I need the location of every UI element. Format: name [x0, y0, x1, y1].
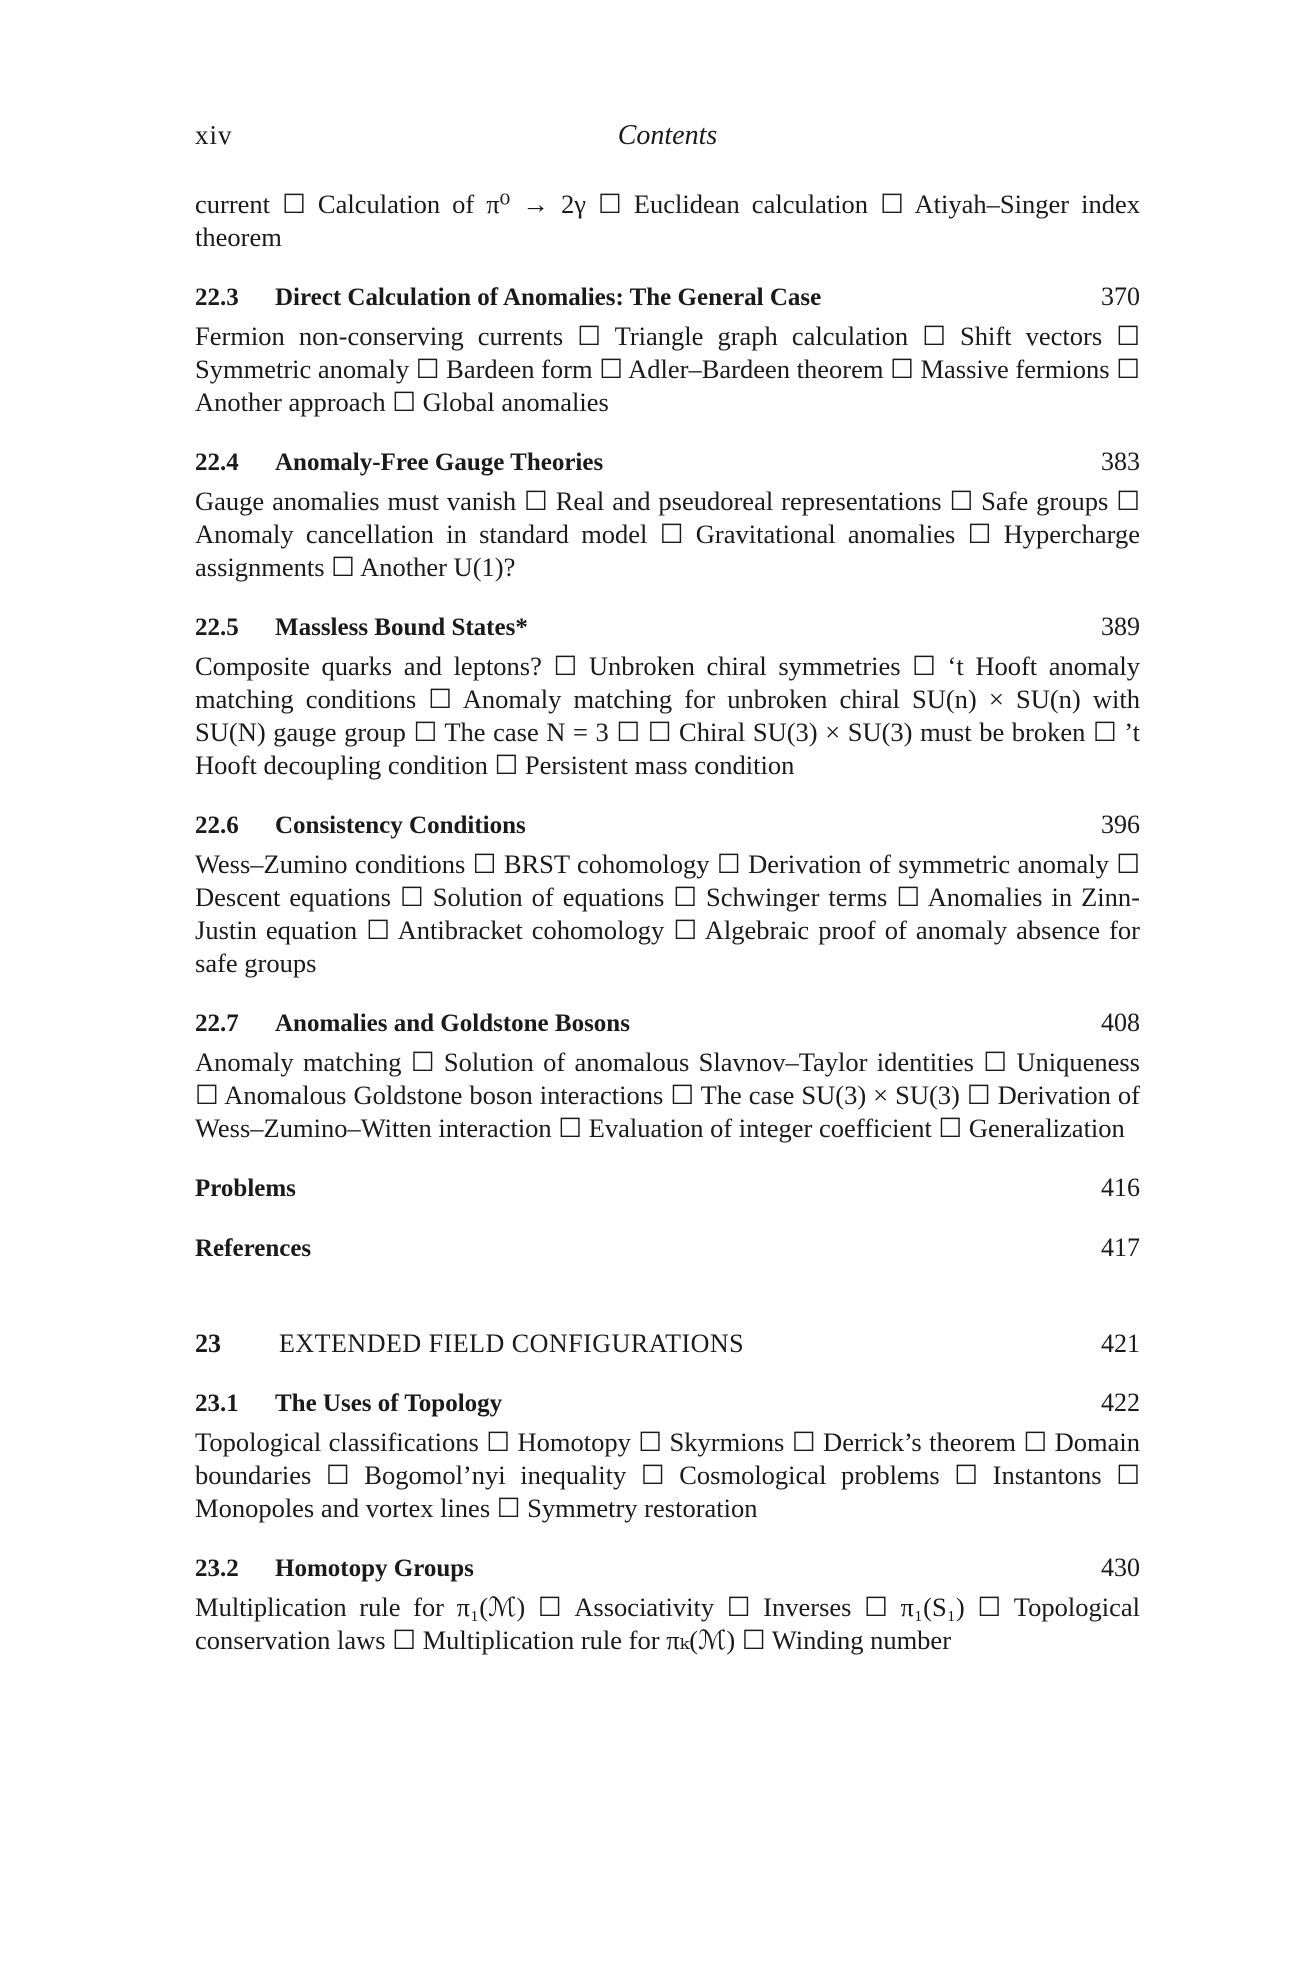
section-text-22-6: Wess–Zumino conditions ☐ BRST cohomology ☐ Derivation of symmetric anomaly ☐ Descent equations ☐ Solution of equations ☐ Schwinger terms ☐ Anomalies in Zinn-Justin equation ☐ Antibracket cohomology ☐ Algebraic proof of anomaly absence for safe groups	[195, 849, 1140, 978]
section-heading-22-4[interactable]	[195, 445, 1140, 479]
section-heading-22-5[interactable]	[195, 610, 1140, 644]
section-page: 422	[1101, 1388, 1140, 1417]
section-page: 430	[1101, 1553, 1140, 1582]
section-page: 389	[1101, 612, 1140, 641]
section-heading-22-7[interactable]	[195, 1006, 1140, 1040]
section-page: 383	[1101, 447, 1140, 476]
chapter-number: 23	[195, 1329, 221, 1358]
section-text-23-2: Multiplication rule for π₁(ℳ) ☐ Associativity ☐ Inverses ☐ π₁(S₁) ☐ Topological conservation laws ☐ Multiplication rule for πₖ(ℳ) ☐ Winding number	[195, 1592, 1140, 1655]
chapter-page: 421	[1101, 1329, 1140, 1358]
references-page: 417	[1101, 1233, 1140, 1262]
section-title: Anomaly-Free Gauge Theories	[275, 449, 604, 476]
section-number: 22.5	[195, 614, 239, 641]
section-text-22-4: Gauge anomalies must vanish ☐ Real and pseudoreal representations ☐ Safe groups ☐ Anomaly cancellation in standard model ☐ Gravitational anomalies ☐ Hypercharge assignments ☐ Another U(1)?	[195, 486, 1140, 582]
section-title: Consistency Conditions	[275, 812, 526, 839]
section-text-23-1: Topological classifications ☐ Homotopy ☐ Skyrmions ☐ Derrick’s theorem ☐ Domain boundaries ☐ Bogomol’nyi inequality ☐ Cosmological problems ☐ Instantons ☐ Monopoles and vortex lines ☐ Symmetry restoration	[195, 1427, 1140, 1523]
section-text-22-7: Anomaly matching ☐ Solution of anomalous Slavnov–Taylor identities ☐ Uniqueness ☐ Anomalous Goldstone boson interactions ☐ The case SU(3) × SU(3) ☐ Derivation of Wess–Zumino–Witten interaction ☐ Evaluation of integer coefficient ☐ Generalization	[195, 1047, 1140, 1143]
section-page: 396	[1101, 810, 1140, 839]
references-title: References	[195, 1235, 312, 1262]
section-number: 22.3	[195, 284, 239, 311]
section-title: Direct Calculation of Anomalies: The General Case	[275, 284, 822, 311]
chapter-title: EXTENDED FIELD CONFIGURATIONS	[279, 1329, 745, 1358]
section-title: The Uses of Topology	[275, 1390, 503, 1417]
section-number: 23.1	[195, 1390, 239, 1417]
section-text-22-3: Fermion non-conserving currents ☐ Triangle graph calculation ☐ Shift vectors ☐ Symmetric anomaly ☐ Bardeen form ☐ Adler–Bardeen theorem ☐ Massive fermions ☐ Another approach ☐ Global anomalies	[195, 321, 1140, 417]
section-number: 23.2	[195, 1555, 239, 1582]
intro-text: current ☐ Calculation of π⁰ → 2γ ☐ Euclidean calculation ☐ Atiyah–Singer index theorem	[195, 189, 1140, 252]
section-title: Massless Bound States*	[275, 614, 528, 641]
section-number: 22.6	[195, 812, 239, 839]
section-number: 22.7	[195, 1010, 239, 1037]
problems-entry[interactable]	[195, 1171, 1140, 1205]
section-heading-22-3[interactable]	[195, 280, 1140, 314]
section-text-22-5: Composite quarks and leptons? ☐ Unbroken chiral symmetries ☐ ‘t Hooft anomaly matching conditions ☐ Anomaly matching for unbroken chiral SU(n) × SU(n) with SU(N) gauge group ☐ The case N = 3 ☐ ☐ Chiral SU(3) × SU(3) must be broken ☐ ’t Hooft decoupling condition ☐ Persistent mass condition	[195, 651, 1140, 780]
chapter-heading-23[interactable]	[195, 1327, 1140, 1360]
section-number: 22.4	[195, 449, 239, 476]
section-heading-23-1[interactable]	[195, 1386, 1140, 1420]
page-title: Contents	[617, 120, 718, 151]
running-head	[195, 120, 1140, 160]
section-page: 370	[1101, 282, 1140, 311]
page-number: xiv	[195, 120, 233, 150]
references-entry[interactable]	[195, 1231, 1140, 1265]
section-heading-22-6[interactable]	[195, 808, 1140, 842]
contents-body	[195, 188, 1140, 1657]
problems-title: Problems	[195, 1175, 296, 1202]
section-page: 408	[1101, 1008, 1140, 1037]
section-title: Anomalies and Goldstone Bosons	[275, 1010, 630, 1037]
section-title: Homotopy Groups	[275, 1555, 474, 1582]
section-heading-23-2[interactable]	[195, 1551, 1140, 1585]
problems-page: 416	[1101, 1173, 1140, 1202]
